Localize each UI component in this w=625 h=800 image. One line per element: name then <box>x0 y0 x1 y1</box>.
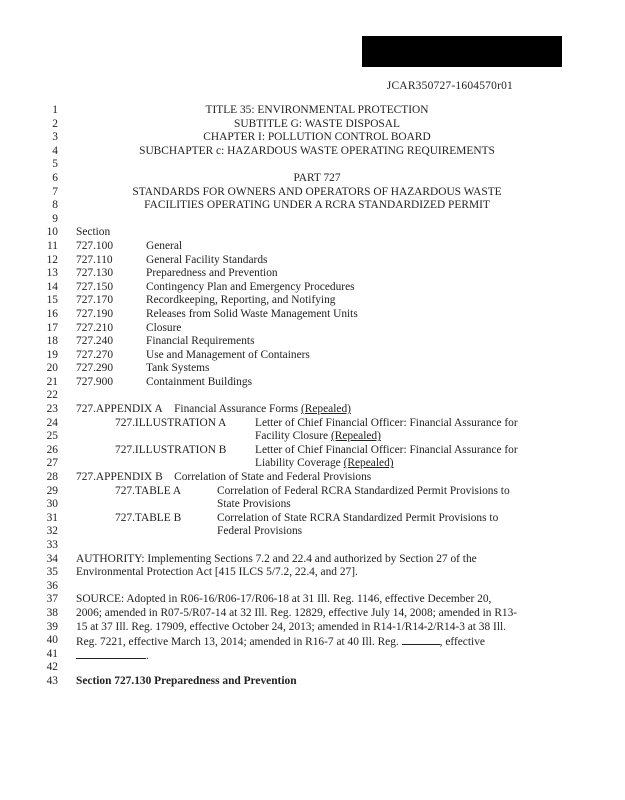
section-heading-label: Section <box>76 226 111 239</box>
line-number: 25 <box>46 430 58 443</box>
source-line-1: SOURCE: Adopted in R06-16/R06-17/R06-18 at 31 Ill. Reg. 1146, effective December 20, <box>76 593 492 606</box>
part-title-line-1: STANDARDS FOR OWNERS AND OPERATORS OF HAZARDOUS WASTE <box>132 185 502 198</box>
line-24 <box>0 417 625 431</box>
illustration-a-text-2: Facility Closure <box>255 430 329 443</box>
repealed-mark: (Repealed) <box>300 403 351 416</box>
line-number: 3 <box>52 131 58 144</box>
line-9 <box>0 213 625 227</box>
line-13 <box>0 267 625 281</box>
table-a-text-2: State Provisions <box>217 498 291 511</box>
section-title: Use and Management of Containers <box>146 348 310 361</box>
line-11 <box>0 240 625 254</box>
line-number: 38 <box>46 606 58 619</box>
appendix-b-entry <box>76 471 371 485</box>
section-number: 727.290 <box>76 362 114 375</box>
section-title: Closure <box>146 321 182 334</box>
section-number: 727.130 <box>76 267 114 280</box>
line-20 <box>0 362 625 376</box>
section-title: General <box>146 239 183 252</box>
line-number: 40 <box>46 634 58 647</box>
line-number: 39 <box>46 620 58 633</box>
line-26 <box>0 444 625 458</box>
section-title: Contingency Plan and Emergency Procedures <box>146 280 355 293</box>
line-number: 9 <box>52 212 58 225</box>
line-21 <box>0 376 625 390</box>
line-32 <box>0 525 625 539</box>
line-31 <box>0 512 625 526</box>
part-number: PART 727 <box>293 171 341 184</box>
section-number: 727.110 <box>76 253 113 266</box>
line-29 <box>0 485 625 499</box>
line-number: 30 <box>46 498 58 511</box>
line-number: 35 <box>46 566 58 579</box>
section-number: 727.150 <box>76 280 114 293</box>
illustration-b-text-cont <box>255 457 394 471</box>
line-number: 12 <box>46 253 58 266</box>
line-number: 22 <box>46 389 58 402</box>
line-36 <box>0 580 625 594</box>
line-38 <box>0 607 625 621</box>
authority-line-1: AUTHORITY: Implementing Sections 7.2 and 22.4 and authorized by Section 27 of the <box>76 552 477 565</box>
line-number: 2 <box>52 117 58 130</box>
chapter: CHAPTER I: POLLUTION CONTROL BOARD <box>203 131 431 144</box>
source-line-3: 15 at 37 Ill. Reg. 17909, effective October 24, 2013; amended in R14-1/R14-2/R14-3 at 38 Ill. <box>76 620 507 633</box>
line-22 <box>0 389 625 403</box>
table-b-text-2: Federal Provisions <box>217 525 303 538</box>
repealed-mark: (Repealed) <box>330 430 381 443</box>
line-6 <box>0 172 625 186</box>
line-number: 5 <box>52 158 58 171</box>
line-15 <box>0 294 625 308</box>
illustration-a-text-cont <box>255 430 381 444</box>
illustration-b-label: 727.ILLUSTRATION B <box>115 443 227 456</box>
line-number: 15 <box>46 294 58 307</box>
line-number: 23 <box>46 403 58 416</box>
section-number: 727.170 <box>76 294 114 307</box>
subchapter: SUBCHAPTER c: HAZARDOUS WASTE OPERATING REQUIREMENTS <box>139 144 495 157</box>
source-line-4-text: Reg. 7221, effective March 13, 2014; amended in R16-7 at 40 Ill. Reg. <box>76 636 402 649</box>
line-28 <box>0 471 625 485</box>
section-number: 727.210 <box>76 321 114 334</box>
line-number: 17 <box>46 321 58 334</box>
line-14 <box>0 281 625 295</box>
line-number: 21 <box>46 375 58 388</box>
line-number: 13 <box>46 267 58 280</box>
appendix-a-title: Financial Assurance Forms <box>174 403 299 416</box>
line-5 <box>0 158 625 172</box>
section-number: 727.900 <box>76 375 114 388</box>
line-number: 11 <box>47 239 58 252</box>
line-41 <box>0 648 625 662</box>
line-number: 34 <box>46 552 58 565</box>
line-number: 7 <box>52 185 58 198</box>
part-title-line-2: FACILITIES OPERATING UNDER A RCRA STANDARDIZED PERMIT <box>144 199 490 212</box>
line-number: 24 <box>46 416 58 429</box>
appendix-b-label: 727.APPENDIX B <box>76 471 163 484</box>
line-number: 32 <box>46 525 58 538</box>
line-number: 43 <box>46 674 58 687</box>
line-4 <box>0 145 625 159</box>
source-line-2: 2006; amended in R07-5/R07-14 at 32 Ill. Reg. 12829, effective July 14, 2008; amended in R13- <box>76 606 518 619</box>
table-b-label: 727.TABLE B <box>115 511 182 524</box>
line-40 <box>0 634 625 648</box>
line-number: 16 <box>46 307 58 320</box>
document-id: JCAR350727-1604570r01 <box>386 80 513 92</box>
line-12 <box>0 254 625 268</box>
line-number: 19 <box>46 348 58 361</box>
line-30 <box>0 498 625 512</box>
appendix-a-entry <box>76 403 351 417</box>
line-16 <box>0 308 625 322</box>
line-number: 37 <box>46 593 58 606</box>
section-title: Tank Systems <box>146 362 210 375</box>
line-number: 33 <box>46 539 58 551</box>
section-number: 727.270 <box>76 348 114 361</box>
line-17 <box>0 322 625 336</box>
blank-register-page <box>402 634 440 645</box>
source-line-5-end: . <box>146 649 149 662</box>
section-number: 727.190 <box>76 307 114 320</box>
section-title: Preparedness and Prevention <box>146 267 278 280</box>
section-title: Recordkeeping, Reporting, and Notifying <box>146 294 336 307</box>
line-number: 1 <box>52 104 58 116</box>
line-33 <box>0 539 625 553</box>
section-number: 727.100 <box>76 239 114 252</box>
line-1 <box>0 104 625 118</box>
line-number: 28 <box>46 471 58 484</box>
line-number: 8 <box>52 199 58 212</box>
line-25 <box>0 430 625 444</box>
line-35 <box>0 566 625 580</box>
line-number: 20 <box>46 362 58 375</box>
section-title: Releases from Solid Waste Management Units <box>146 307 358 320</box>
table-a-text: Correlation of Federal RCRA Standardized Permit Provisions to <box>217 484 510 497</box>
line-number: 26 <box>46 443 58 456</box>
line-7 <box>0 186 625 200</box>
line-number: 36 <box>46 579 58 592</box>
authority-line-2: Environmental Protection Act [415 ILCS 5/7.2, 22.4, and 27]. <box>76 566 358 579</box>
appendix-a-label: 727.APPENDIX A <box>76 403 163 416</box>
line-27 <box>0 457 625 471</box>
line-18 <box>0 335 625 349</box>
line-number: 18 <box>46 335 58 348</box>
section-title: Containment Buildings <box>146 375 252 388</box>
section-title: Financial Requirements <box>146 335 255 348</box>
line-number: 10 <box>46 226 58 239</box>
line-37 <box>0 593 625 607</box>
illustration-b-text: Letter of Chief Financial Officer: Financial Assurance for <box>255 443 518 456</box>
document-body <box>0 104 625 689</box>
section-number: 727.240 <box>76 335 114 348</box>
line-19 <box>0 349 625 363</box>
section-heading: Section 727.130 Preparedness and Prevention <box>76 674 297 687</box>
line-number: 27 <box>46 457 58 470</box>
line-23 <box>0 403 625 417</box>
line-10 <box>0 226 625 240</box>
illustration-b-text-2: Liability Coverage <box>255 457 341 470</box>
appendix-b-title: Correlation of State and Federal Provisions <box>174 471 372 484</box>
line-number: 29 <box>46 484 58 497</box>
line-number: 4 <box>52 144 58 157</box>
redaction-block <box>362 36 562 67</box>
line-number: 6 <box>52 171 58 184</box>
illustration-a-text: Letter of Chief Financial Officer: Financial Assurance for <box>255 416 518 429</box>
line-42 <box>0 661 625 675</box>
blank-effective-date <box>76 648 146 659</box>
line-8 <box>0 199 625 213</box>
line-3 <box>0 131 625 145</box>
table-b-text: Correlation of State RCRA Standardized Permit Provisions to <box>217 511 499 524</box>
repealed-mark: (Repealed) <box>343 457 394 470</box>
line-34 <box>0 553 625 567</box>
line-2 <box>0 118 625 132</box>
line-39 <box>0 621 625 635</box>
line-number: 31 <box>46 511 58 524</box>
line-number: 14 <box>46 280 58 293</box>
line-number: 42 <box>46 661 58 674</box>
table-a-label: 727.TABLE A <box>115 484 182 497</box>
source-line-4-end: , effective <box>439 636 485 649</box>
subtitle: SUBTITLE G: WASTE DISPOSAL <box>234 117 400 130</box>
line-number: 41 <box>46 647 58 660</box>
section-title: General Facility Standards <box>146 253 268 266</box>
line-43 <box>0 675 625 689</box>
illustration-a-label: 727.ILLUSTRATION A <box>115 416 227 429</box>
title: TITLE 35: ENVIRONMENTAL PROTECTION <box>205 104 429 116</box>
